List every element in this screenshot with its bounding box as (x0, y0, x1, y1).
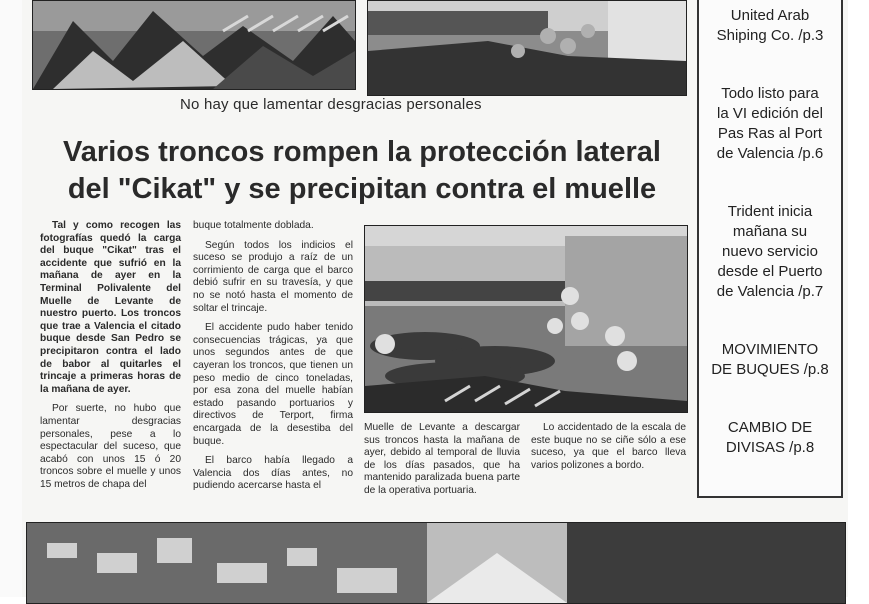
headline-line-1: Varios troncos rompen la protección lateral (63, 136, 661, 168)
page-edge (0, 0, 22, 597)
article-paragraph: Según todos los indicios el suceso se produjo a raíz de un corrimiento de carga que el barco debió sufrir en su travesía, y que no se notó hasta el momento de soltar el trincaje. (193, 239, 353, 314)
sidebar-item-movimiento: MOVIMIENTO DE BUQUES /p.8 (711, 341, 829, 378)
sidebar-index (697, 0, 843, 498)
article-paragraph: El accidente pudo haber tenido consecuencias trágicas, ya que unos segundos antes de que cayeran los troncos, que tienen un peso medio de cinco toneladas, por esa zona del muelle habían estado pasando portuarios y directivos de Terport, firma encargada de la desestiba del buque. (193, 322, 353, 447)
article-photo (364, 225, 688, 413)
sidebar-item-trident: Trident inicia mañana su nuevo servicio desde el Puerto de Valencia /p.7 (716, 203, 824, 300)
bottom-aerial-photo (26, 522, 846, 604)
article-paragraph: buque totalmente doblada. (193, 220, 314, 231)
article-paragraph: Muelle de Levante a descargar sus troncos hasta la mañana de ayer, debido al temporal de lluvia de los días pasados, que ha mantenido paralizada buena parte de la operativa portuaria. (364, 422, 520, 496)
headline-line-2: del "Cikat" y se precipitan contra el muelle (67, 173, 657, 205)
sidebar-item-united-arab: United Arab Shiping Co. /p.3 (716, 7, 824, 44)
photo-caption: No hay que lamentar desgracias personales (180, 96, 482, 113)
article-paragraph: Lo accidentado de la escala de este buque no se ciñe sólo a ese suceso, ya que el barco lleva varios polizones a bordo. (531, 422, 686, 471)
article-paragraph: Tal y como recogen las fotografías quedó la carga del buque "Cikat" tras el accidente que sufrió en la mañana de ayer en la Terminal Polivalente del Muelle de Levante de nuestro puerto. Los troncos que trae a Valencia el citado buque desde San Pedro se precipitaron contra el lado de babor al quitarles el trincaje a primeras horas de la mañana de ayer. (40, 220, 181, 395)
sidebar-item-pas-ras: Todo listo para la VI edición del Pas Ras al Port de Valencia /p.6 (716, 85, 824, 162)
headline (32, 134, 692, 208)
article-paragraph: El barco había llegado a Valencia dos días antes, no pudiendo acercarse hasta el (193, 455, 353, 492)
article-column-2 (193, 220, 353, 500)
top-photo-right (367, 0, 687, 96)
sidebar-item-divisas: CAMBIO DE DIVISAS /p.8 (725, 419, 815, 456)
article-column-1 (40, 220, 181, 498)
top-photo-left (32, 0, 356, 90)
article-paragraph: Por suerte, no hubo que lamentar desgracias personales, pese a lo espectacular del suceso, que acabó con unos 15 ó 20 troncos sobre el muelle y unos 15 metros de chapa del (40, 403, 181, 490)
article-column-3 (364, 422, 520, 505)
article-column-4 (531, 422, 686, 479)
